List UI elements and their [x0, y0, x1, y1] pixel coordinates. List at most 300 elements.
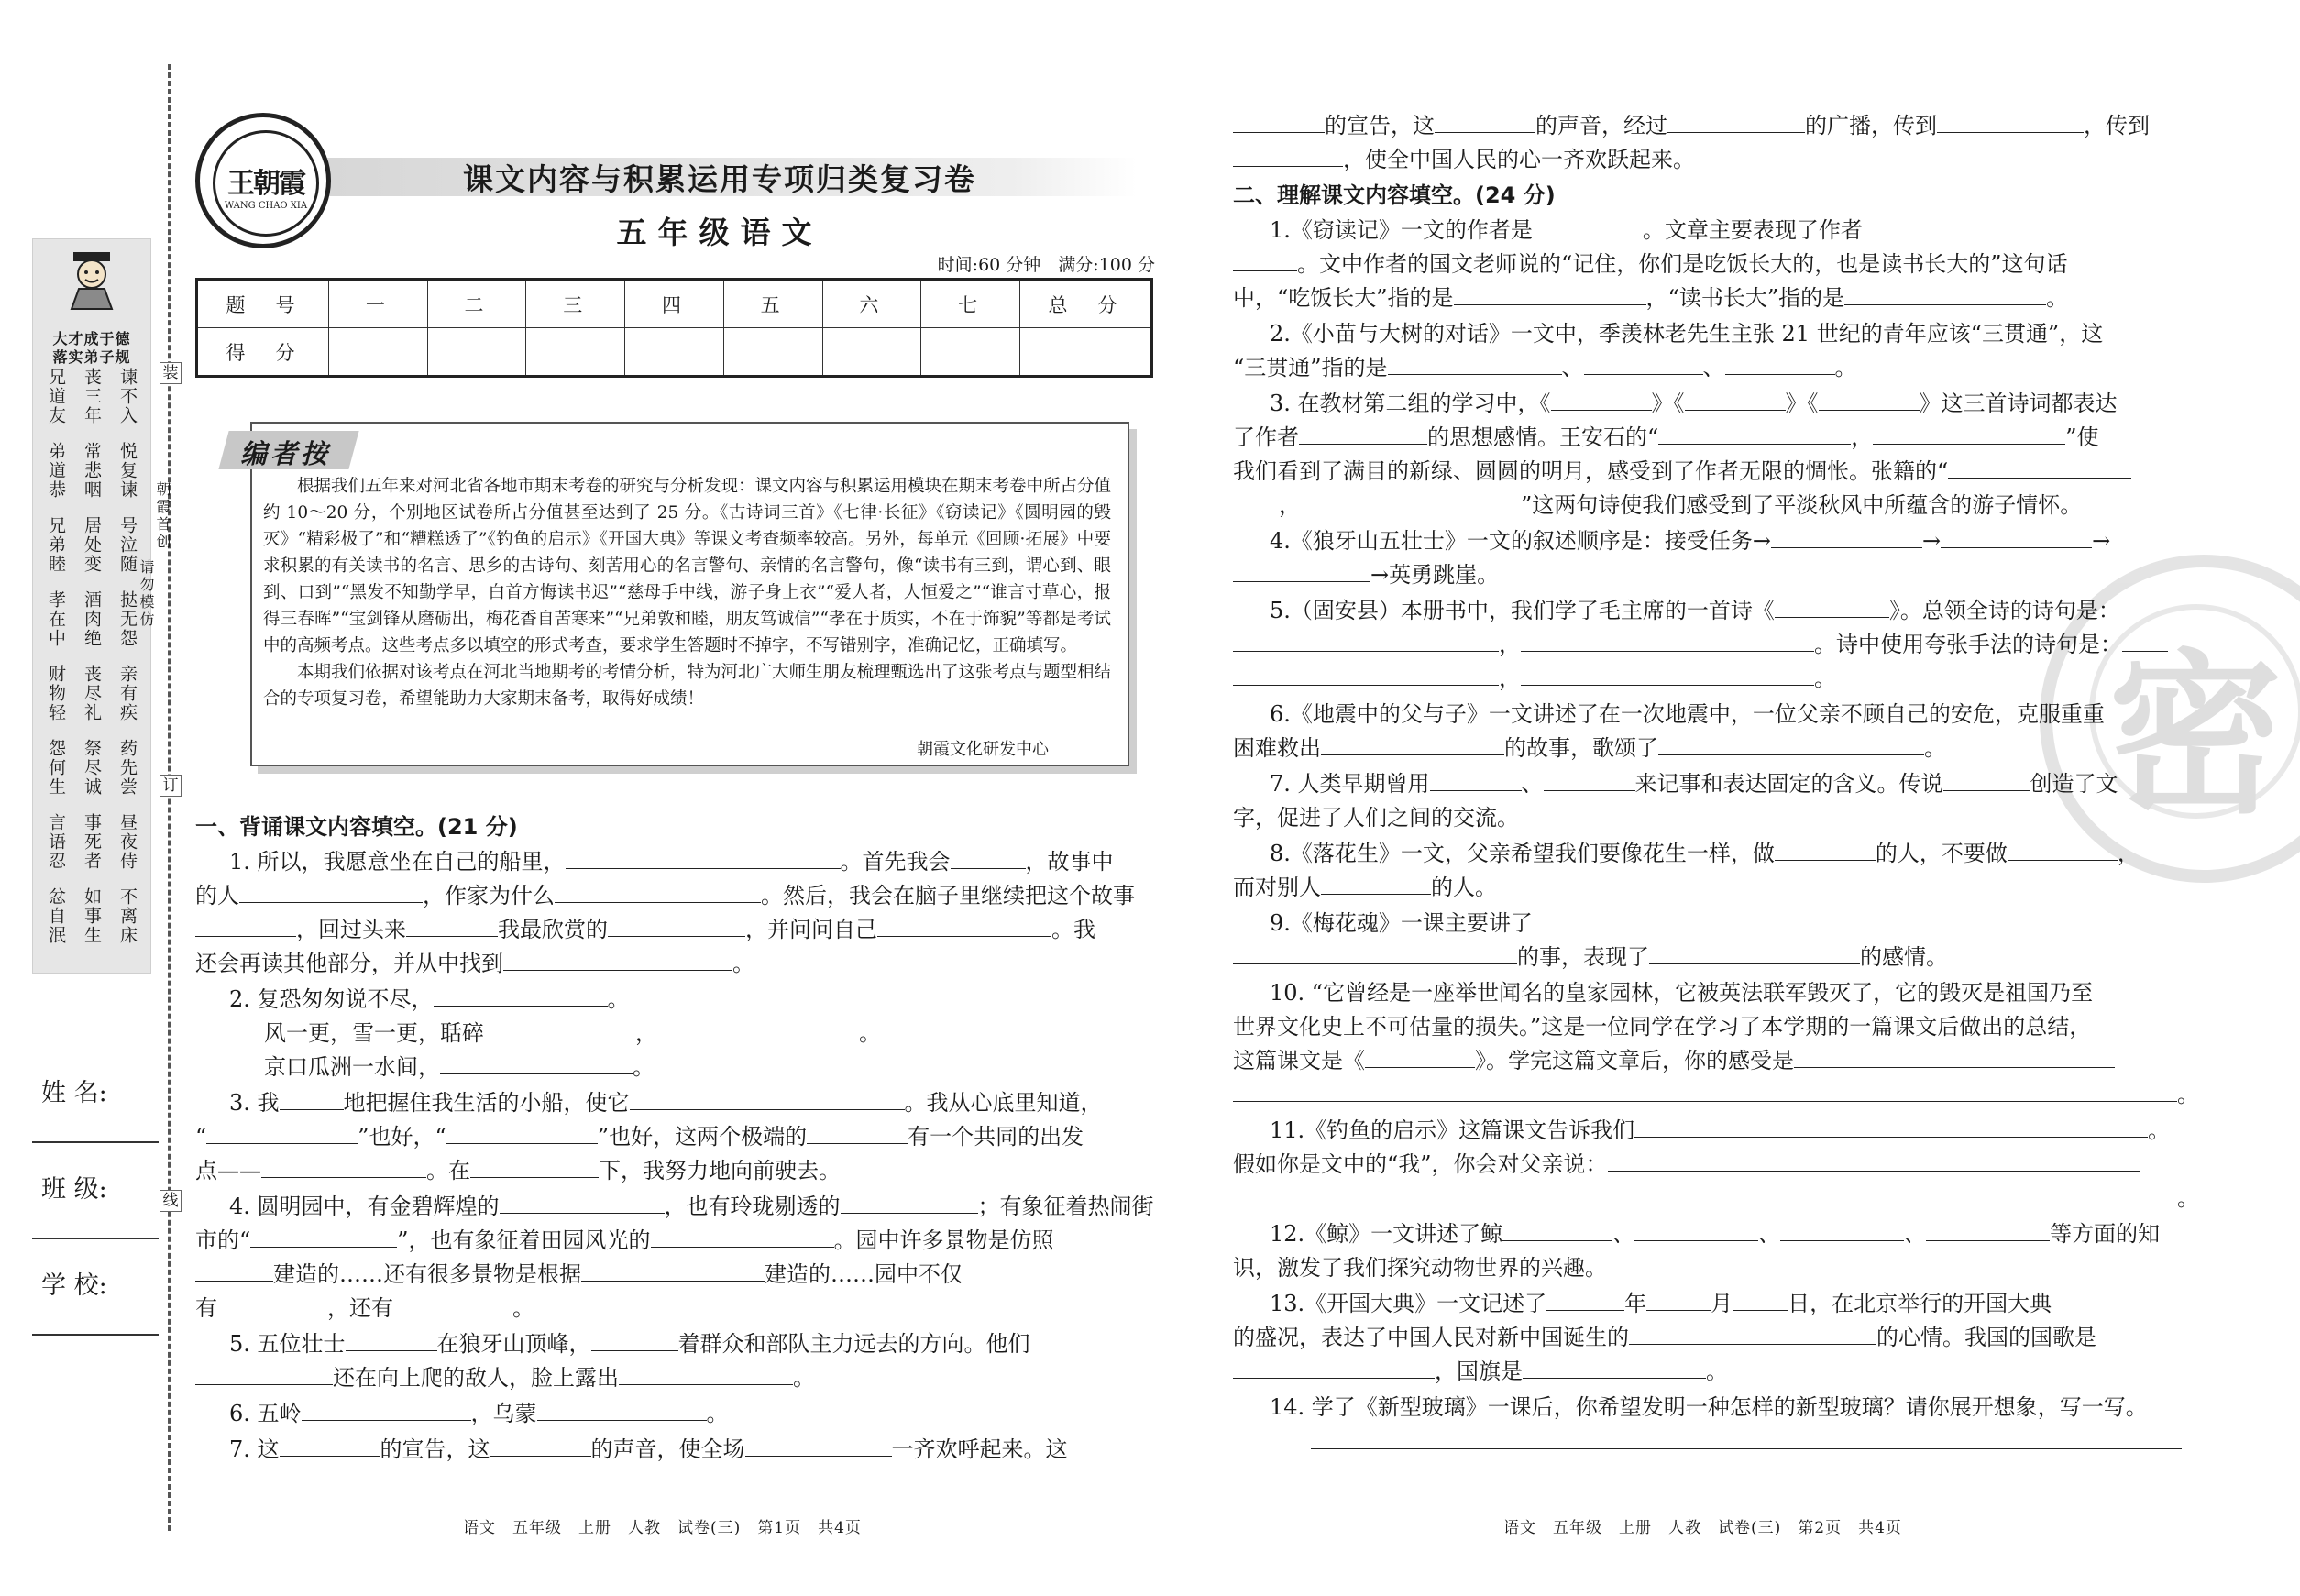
q4-line4: [195, 1290, 534, 1322]
r-q12-line1: [1270, 1216, 2160, 1248]
score-header-row: [197, 280, 1152, 328]
q-text: 年: [1624, 1291, 1647, 1316]
verse: 弟道恭: [46, 442, 66, 500]
blank[interactable]: [1819, 390, 1920, 411]
q-text: 》这三首诗词都表达: [1919, 391, 2118, 416]
blank[interactable]: [1629, 1324, 1876, 1345]
q-text: 。: [1706, 1359, 1728, 1384]
q-text: 识，激发了我们探究动物世界的兴趣。: [1233, 1255, 1607, 1281]
blank[interactable]: [1233, 631, 1499, 652]
q-text: 的人: [195, 883, 239, 908]
q-text: “: [195, 1124, 207, 1150]
editor-note-para1: 根据我们五年来对河北省各地市期末考卷的研究与分析发现：课文内容与积累运用模块在期末考卷中所占分值约 10～20 分，个别地区试卷所占分值甚至达到了 25 分。《古诗词三首》《七律·长征》《窃读记》《圆明园的毁灭》“精彩极了”和“糟糕透了”《钓鱼的启示》《开国大典》等课文考查频率较高。另外，每单元《回顾·拓展》中要求积累的有关读书的名言、思乡的古诗句、刻苦用心的名言警句、亲情的名言警句，像“读书有三到，谓心到、眼到、口到”“黑发不知勤学早，白首方悔读书迟”“慈母手中线，游子身上衣”“爱人者，人恒爱之”“谁言寸草心，报得三春晖”“宝剑锋从磨砺出，梅花香自苦寒来”“兄弟敦和睦，朋友笃诚信”“孝在于质实，不在于饰貌”等都是考试中的高频考点。这些考点多以填空的形式考查，要求学生答题时不掉字，不写错别字，准确记忆，正确填写。: [263, 477, 1112, 655]
blank[interactable]: [630, 1089, 905, 1110]
blank[interactable]: [1233, 561, 1370, 582]
q-text: ；有象征着热闹街: [977, 1194, 1154, 1219]
q-text: 5.（固安县）本册书中，我们学了毛主席的一首诗《: [1270, 598, 1775, 623]
verse: 怨何生: [46, 739, 66, 797]
r-q11-line1: [1270, 1112, 2170, 1144]
blank[interactable]: [1937, 112, 2084, 133]
r-q11-line2: [1233, 1146, 2140, 1178]
q-text: 5. 五位壮士: [229, 1331, 346, 1357]
r-q1-line3: [1233, 280, 2068, 312]
score-header: 三: [526, 280, 625, 328]
section-1-title: 一、背诵课文内容填空。(21 分): [195, 814, 518, 840]
q-text: 2. 复恐匆匆说不尽，: [229, 986, 434, 1012]
blank[interactable]: [1321, 874, 1431, 895]
blank[interactable]: [745, 1436, 892, 1457]
blank[interactable]: [1533, 909, 2138, 930]
blank[interactable]: [1634, 1220, 1758, 1241]
blank[interactable]: [302, 1400, 471, 1421]
blank[interactable]: [1948, 457, 2131, 479]
blank[interactable]: [566, 848, 841, 869]
q2-line3: [264, 1049, 655, 1081]
q-text: ，作家为什么: [423, 883, 555, 908]
q-text: →: [1922, 528, 1942, 554]
blank[interactable]: [1658, 734, 1924, 755]
q-text: 1.《窃读记》一文的作者是: [1270, 217, 1533, 243]
name-label: 姓 名:: [41, 1079, 107, 1107]
sidebar-motto-2: 落实弟子规: [52, 348, 131, 366]
blank[interactable]: [608, 916, 745, 937]
q-text: ，: [1499, 632, 1521, 657]
logo-text: 王朝霞: [227, 168, 304, 200]
verse: 昼夜侍: [117, 813, 138, 871]
blank[interactable]: [1775, 840, 1876, 861]
blank[interactable]: [440, 1053, 633, 1074]
q-text: 。: [512, 1295, 534, 1321]
blank[interactable]: [1584, 354, 1703, 375]
blank[interactable]: [555, 882, 761, 903]
q2-line1: [229, 981, 630, 1013]
q-text: →英勇跳崖。: [1370, 562, 1500, 588]
binding-stamp-2: 订: [160, 775, 182, 797]
r-cont-line2: [1233, 141, 1695, 173]
blank[interactable]: [1233, 112, 1325, 133]
q-text: 。: [732, 951, 754, 976]
r-q13-line2: [1233, 1319, 2096, 1351]
q-text: 》《: [1651, 391, 1685, 416]
q-text: ，并问问自己: [745, 917, 877, 942]
q1-line1: [229, 843, 1114, 875]
blank[interactable]: [1658, 424, 1851, 445]
r-q8-line1: [1270, 835, 2140, 867]
blank[interactable]: [195, 1364, 333, 1385]
score-header: 七: [921, 280, 1020, 328]
verse: 兄弟睦: [46, 516, 66, 574]
score-cell[interactable]: [723, 328, 822, 377]
blank[interactable]: [470, 1157, 599, 1178]
q-text: 的感情。: [1860, 944, 1948, 970]
q-text: 地把握住我生活的小船，使它: [343, 1090, 630, 1116]
score-cell[interactable]: [526, 328, 625, 377]
blank[interactable]: [1771, 527, 1922, 548]
q-text: 、: [1758, 1221, 1781, 1247]
q-text: 市的“: [195, 1227, 251, 1253]
r-q6-line2: [1233, 730, 1946, 762]
q5-line2: [195, 1359, 815, 1392]
blank[interactable]: [1521, 631, 1814, 652]
binding-dash-line: [168, 64, 171, 1531]
score-header: 四: [625, 280, 724, 328]
q-text: 、: [1612, 1221, 1635, 1247]
q-text: 下，我努力地向前驶去。: [599, 1158, 841, 1183]
score-cell[interactable]: [329, 328, 428, 377]
q-text: ”也好，这两个极端的: [597, 1124, 808, 1150]
blank[interactable]: [1873, 424, 2065, 445]
q-text: 。诗中使用夸张手法的诗句是：: [1814, 632, 2122, 657]
verse: 不离床: [117, 887, 138, 945]
score-cell[interactable]: [427, 328, 526, 377]
q-text: 。: [607, 986, 630, 1012]
r-q5-line1: [1270, 592, 2120, 624]
blank[interactable]: [217, 1294, 327, 1315]
blank[interactable]: [581, 1260, 765, 1282]
blank[interactable]: [1388, 354, 1562, 375]
blank[interactable]: [1926, 1220, 2050, 1241]
q-text: 2.《小苗与大树的对话》一文中，季羡林老先生主张 21 世纪的青年应该“三贯通”，这: [1270, 321, 2104, 347]
q-text: 。: [1834, 355, 1857, 380]
q-text: 建造的……还有很多景物是根据: [273, 1261, 581, 1287]
blank[interactable]: [1533, 216, 1643, 237]
r-q3-line2: [1233, 419, 2099, 451]
blank[interactable]: [1733, 1290, 1788, 1311]
blank[interactable]: [1667, 112, 1805, 133]
editor-note-para2: 本期我们依据对该考点在河北当地期考的考情分析，特为河北广大师生朋友梳理甄选出了这张考点与题型相结合的专项复习卷，希望能助力大家期末备考，取得好成绩！: [263, 663, 1112, 709]
blank[interactable]: [951, 848, 1026, 869]
q4-line1: [229, 1188, 1154, 1220]
q-text: 我们看到了满目的新绿、圆圆的明月，感受到了作者无限的惆怅。张籍的“: [1233, 458, 1949, 484]
q-text: ”也好，“: [358, 1124, 446, 1150]
blank[interactable]: [1546, 1290, 1624, 1311]
q-text: 。: [633, 1054, 655, 1080]
score-cell[interactable]: [822, 328, 921, 377]
q-text: 的人，不要做: [1875, 841, 2008, 866]
r-q10-line2: [1233, 1008, 2091, 1040]
blank[interactable]: [1321, 734, 1504, 755]
q-text: 建造的……园中不仅: [765, 1261, 963, 1287]
q-text: 点——: [195, 1158, 261, 1183]
q-text: 6.《地震中的父与子》一文讲述了在一次地震中，一位父亲不顾自己的安危，克服重重: [1270, 701, 2105, 727]
r-q7-line1: [1270, 765, 2118, 798]
r-q5-line3: [1233, 660, 1836, 692]
blank[interactable]: [1685, 390, 1786, 411]
q7-line1: [229, 1431, 1068, 1463]
sidebar-dizigui: [32, 238, 151, 974]
q-text: 。: [793, 1365, 815, 1391]
score-header: 二: [427, 280, 526, 328]
logo-subtext: WANG CHAO XIA: [224, 201, 308, 211]
blank[interactable]: [1311, 1428, 2182, 1449]
q-text: 。: [2148, 1117, 2171, 1143]
r-q9-line1: [1270, 905, 2138, 937]
q1-line2: [195, 877, 1135, 909]
score-cell[interactable]: [1020, 328, 1152, 377]
q-text: 。文章主要表现了作者: [1642, 217, 1863, 243]
q-text: 一齐欢呼起来。这: [891, 1436, 1068, 1462]
blank[interactable]: [2008, 840, 2118, 861]
q-text: 3. 我: [229, 1090, 280, 1116]
q-text: 来记事和表达固定的含义。传说: [1634, 771, 1943, 797]
page-footer-left: 语文 五年级 上册 人教 试卷(三) 第1页 共4页: [463, 1519, 862, 1537]
q-text: 的心情。我国的国歌是: [1876, 1325, 2096, 1350]
q-text: 月: [1711, 1291, 1733, 1316]
score-cell[interactable]: [921, 328, 1020, 377]
blank[interactable]: [1233, 1184, 2177, 1205]
q-text: ，国旗是: [1435, 1359, 1523, 1384]
q-text: 》。学完这篇文章后，你的感受是: [1475, 1048, 1794, 1073]
score-table: [195, 278, 1153, 378]
r-q10-line3: [1233, 1042, 2115, 1074]
verse: 财物轻: [46, 665, 66, 722]
blank[interactable]: [1233, 146, 1343, 167]
class-field[interactable]: [32, 1238, 159, 1239]
blank[interactable]: [877, 916, 1051, 937]
page-subtitle: 五年级语文: [616, 215, 823, 250]
score-header: 五: [723, 280, 822, 328]
score-row: [197, 328, 1152, 377]
q3-line1: [229, 1084, 1103, 1117]
blank[interactable]: [1299, 424, 1427, 445]
q-text: 。: [2046, 285, 2069, 311]
q-text: 风一更，雪一更，聒碎: [264, 1020, 484, 1046]
q-text: 4.《狼牙山五壮士》一文的叙述顺序是：接受任务→: [1270, 528, 1772, 554]
q-text: 的声音，使全场: [590, 1436, 745, 1462]
r-q4-line1: [1270, 523, 2110, 555]
r-q2-line2: [1233, 349, 1857, 381]
q-text: ”使: [2065, 424, 2099, 450]
q-text: 着群众和部队主力远去的方向。他们: [677, 1331, 1030, 1357]
blank[interactable]: [1649, 943, 1860, 964]
q-text: ，乌蒙: [470, 1401, 537, 1426]
secret-watermark: 密: [2107, 634, 2283, 837]
blank[interactable]: [1523, 1358, 1706, 1379]
q-text: 的事，表现了: [1517, 944, 1649, 970]
blank[interactable]: [1233, 665, 1499, 686]
q-text: 。文中作者的国文老师说的“记住，你们是吃饭长大的，也是读书长大的”这句话: [1297, 251, 2068, 277]
r-q13-line3: [1233, 1353, 1728, 1385]
blank[interactable]: [619, 1364, 793, 1385]
q-text: ，传到: [2084, 113, 2150, 138]
q-text: 这篇课文是《: [1233, 1048, 1365, 1073]
q-text: 字，促进了人们之间的交流。: [1233, 805, 1519, 831]
r-q3-line4: [1233, 487, 2082, 519]
blank[interactable]: [1634, 1117, 2148, 1138]
blank[interactable]: [1502, 1220, 1612, 1241]
blank[interactable]: [537, 1400, 707, 1421]
blank[interactable]: [406, 916, 498, 937]
blank[interactable]: [1646, 1290, 1711, 1311]
q-text: ，也有玲珑剔透的: [664, 1194, 841, 1219]
q-text: 13.《开国大典》一文记述了: [1270, 1291, 1547, 1316]
q-text: 的广播，传到: [1805, 113, 1937, 138]
q-text: 。首先我会: [840, 849, 951, 875]
q-text: 还在向上爬的敌人，脸上露出: [333, 1365, 619, 1391]
r-q10-line1: [1270, 974, 2093, 1007]
q3-line3: [195, 1152, 841, 1184]
q-text: ，故事中: [1025, 849, 1114, 875]
blank[interactable]: [446, 1123, 598, 1144]
score-header: 一: [329, 280, 428, 328]
blank[interactable]: [657, 1019, 859, 1040]
blank[interactable]: [1608, 1150, 2140, 1172]
q-text: 假如你是文中的“我”，你会对父亲说：: [1233, 1151, 1608, 1177]
blank[interactable]: [346, 1330, 437, 1351]
blank[interactable]: [1365, 1047, 1475, 1068]
blank[interactable]: [484, 1019, 635, 1040]
school-field[interactable]: [32, 1334, 159, 1336]
blank[interactable]: [261, 1157, 426, 1178]
q-text: 、: [1702, 355, 1725, 380]
q-text: ，: [1279, 492, 1301, 518]
q-text: 的宣告，这: [1325, 113, 1435, 138]
q-text: 14. 学了《新型玻璃》一课后，你希望发明一种怎样的新型玻璃？请你展开想象，写一写。: [1270, 1394, 2148, 1420]
q-text: 、: [1904, 1221, 1927, 1247]
blank[interactable]: [490, 1436, 591, 1457]
editor-note-tag: 编者按: [240, 438, 332, 469]
verse: 言语忍: [46, 813, 66, 871]
blank[interactable]: [1725, 354, 1835, 375]
blank[interactable]: [1521, 665, 1814, 686]
scholar-cartoon-icon: [61, 248, 123, 311]
r-q11-line3: [1233, 1180, 2199, 1212]
name-field[interactable]: [32, 1141, 159, 1143]
blank[interactable]: [1943, 770, 2030, 791]
blank[interactable]: [195, 1260, 273, 1282]
class-label: 班 级:: [41, 1175, 107, 1204]
q-text: 世界文化史上不可估量的损失。”这是一位同学在学习了本学期的一篇课文后做出的总结，: [1233, 1014, 2092, 1040]
blank[interactable]: [1233, 943, 1517, 964]
q-text: 创造了文: [2030, 771, 2118, 797]
blank[interactable]: [500, 1193, 665, 1214]
q-text: 、: [1561, 355, 1584, 380]
blank[interactable]: [1430, 770, 1522, 791]
q-text: 》《: [1785, 391, 1819, 416]
binding-stamp-3: 线: [160, 1190, 182, 1212]
q-text: 京口瓜洲一水间，: [264, 1054, 440, 1080]
blank[interactable]: [250, 1227, 397, 1248]
blank[interactable]: [807, 1123, 908, 1144]
blank[interactable]: [280, 1436, 380, 1457]
q-text: ，: [635, 1020, 657, 1046]
blank[interactable]: [280, 1089, 344, 1110]
verse: 忿自泯: [46, 887, 66, 945]
q-text: ”，也有象征着田园风光的: [397, 1227, 651, 1253]
q-text: 9.《梅花魂》一课主要讲了: [1270, 910, 1533, 936]
q-text: ，还有: [327, 1295, 393, 1321]
blank[interactable]: [1544, 770, 1635, 791]
q-text: 的思想感情。王安石的“: [1427, 424, 1659, 450]
q-text: 、: [1521, 771, 1544, 797]
score-cell[interactable]: [625, 328, 724, 377]
verse: 号泣随: [117, 516, 138, 574]
r-q1-line1: [1270, 212, 2115, 244]
q4-line3: [195, 1256, 963, 1288]
q-text: 。: [1814, 666, 1836, 691]
blank[interactable]: [651, 1227, 834, 1248]
q-text: 4. 圆明园中，有金碧辉煌的: [229, 1194, 500, 1219]
sidebar-verses: [42, 368, 141, 962]
q1-line4: [195, 945, 754, 977]
q-text: 。我: [1051, 917, 1095, 942]
blank[interactable]: [1233, 1358, 1435, 1379]
blank[interactable]: [1863, 216, 2115, 237]
q-text: ，: [1499, 666, 1521, 691]
blank[interactable]: [1454, 284, 1646, 305]
r-q3-line3: [1233, 453, 2131, 485]
blank[interactable]: [239, 882, 423, 903]
blank[interactable]: [1233, 491, 1279, 512]
blank[interactable]: [1780, 1220, 1904, 1241]
r-q6-line1: [1270, 696, 2105, 728]
q-text: 有一个共同的出发: [908, 1124, 1084, 1150]
blank[interactable]: [195, 916, 296, 937]
score-header: 题 号: [197, 280, 329, 328]
blank[interactable]: [1551, 390, 1652, 411]
blank[interactable]: [1775, 597, 1889, 618]
blank[interactable]: [1844, 284, 2046, 305]
blank[interactable]: [1233, 1081, 2177, 1102]
q-text: 6. 五岭: [229, 1401, 302, 1426]
blank[interactable]: [1435, 112, 1535, 133]
sidebar-motto-1: 大才成于德: [52, 330, 131, 347]
blank[interactable]: [591, 1330, 678, 1351]
editor-note-sign: 朝霞文化研发中心: [917, 740, 1049, 759]
q-text: ，回过头来: [296, 917, 406, 942]
q-text: ，“读书长大”指的是: [1645, 285, 1845, 311]
q-text: 的声音，经过: [1535, 113, 1667, 138]
q-text: 。: [1924, 735, 1946, 761]
blank[interactable]: [206, 1123, 358, 1144]
q-text: 11.《钓鱼的启示》这篇课文告诉我们: [1270, 1117, 1635, 1143]
q1-line3: [195, 911, 1095, 943]
blank[interactable]: [2122, 631, 2168, 652]
r-q2-line1: [1270, 315, 2103, 347]
q-text: 。园中许多景物是仿照: [833, 1227, 1054, 1253]
r-q4-line2: [1233, 556, 1499, 589]
q-text: 困难救出: [1233, 735, 1321, 761]
blank[interactable]: [1233, 250, 1297, 271]
verse: 常悲咽: [82, 442, 102, 500]
q-text: ，: [1851, 424, 1874, 450]
r-q1-line2: [1233, 246, 2068, 278]
verse: 居处变: [82, 516, 102, 574]
blank[interactable]: [434, 985, 608, 1007]
q-text: 在狼牙山顶峰，: [436, 1331, 591, 1357]
blank[interactable]: [1301, 491, 1521, 512]
blank[interactable]: [841, 1193, 978, 1214]
q-text: 3. 在教材第二组的学习中，《: [1270, 391, 1551, 416]
r-q7-line2: [1233, 799, 1519, 831]
vertical-note-2: 请勿模仿: [138, 559, 155, 629]
blank[interactable]: [1794, 1047, 2115, 1068]
page-footer-right: 语文 五年级 上册 人教 试卷(三) 第2页 共4页: [1503, 1519, 1902, 1537]
blank[interactable]: [393, 1294, 512, 1315]
page-title: 课文内容与积累运用专项归类复习卷: [463, 161, 976, 197]
q-text: 了作者: [1233, 424, 1299, 450]
q-text: 日，在北京举行的开国大典: [1788, 1291, 2052, 1316]
blank[interactable]: [503, 950, 732, 971]
verse: 事死者: [82, 813, 102, 871]
blank[interactable]: [1941, 527, 2092, 548]
q-text: “三贯通”指的是: [1233, 355, 1388, 380]
q-text: 的人。: [1431, 875, 1497, 900]
binding-stamp-1: 装: [160, 362, 182, 384]
q-text: 1. 所以，我愿意坐在自己的船里，: [229, 849, 566, 875]
q-text: ，使全中国人民的心一齐欢跃起来。: [1343, 147, 1695, 172]
q-text: ，: [2117, 841, 2140, 866]
